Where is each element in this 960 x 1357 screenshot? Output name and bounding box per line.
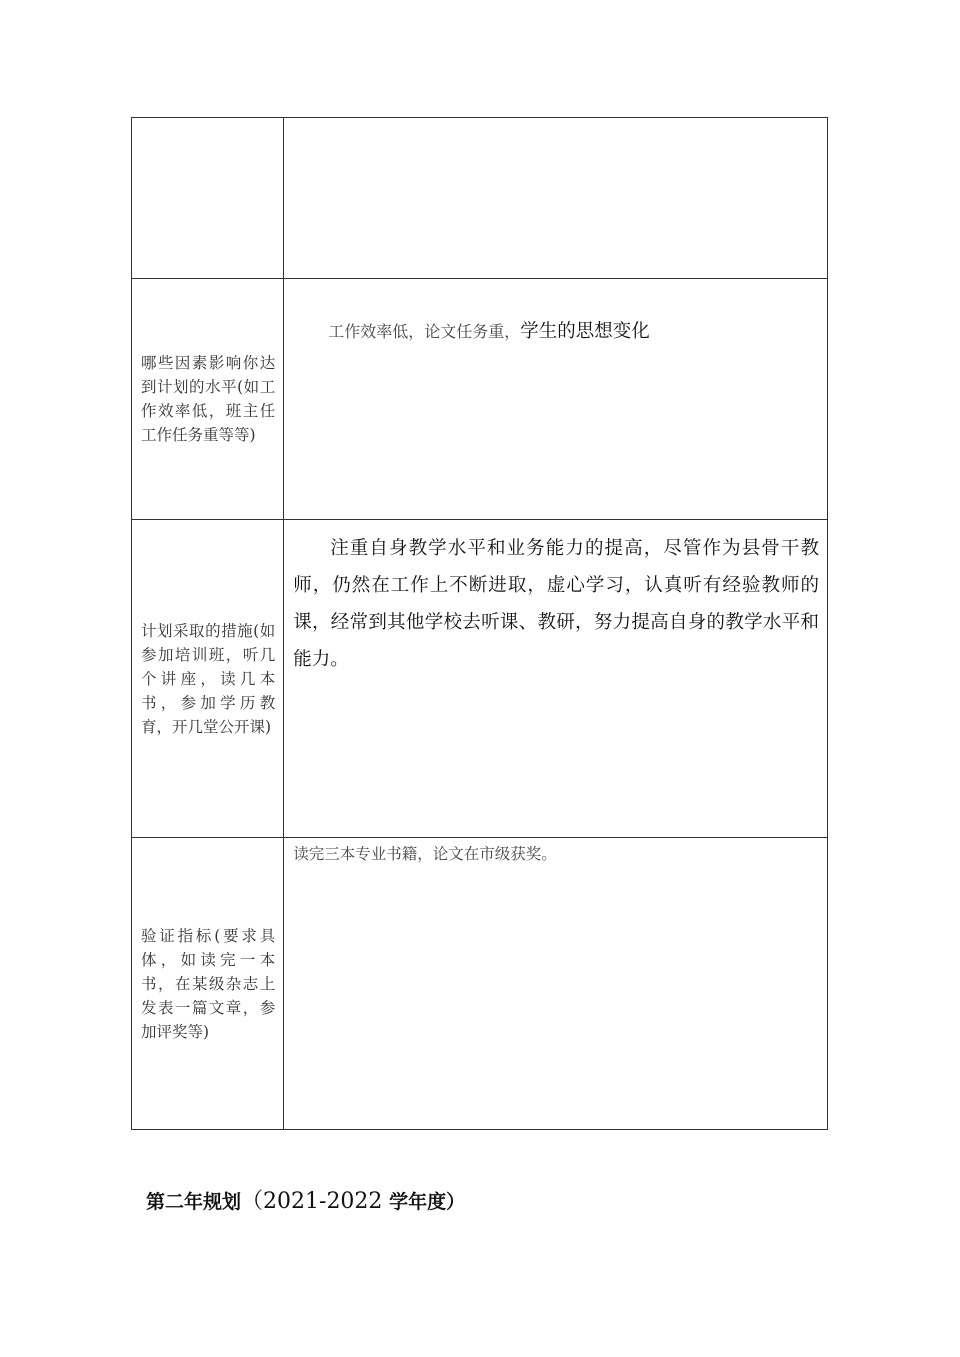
row-content-cell bbox=[284, 520, 828, 838]
measures-content: 注重自身教学水平和业务能力的提高，尽管作为县骨干教师，仍然在工作上不断进取，虚心学习，认真听有经验教师的课，经常到其他学校去听课、教研，努力提高自身的教学水平和能力。 bbox=[293, 538, 819, 670]
table-row bbox=[132, 118, 828, 279]
row-content-cell bbox=[284, 838, 828, 1130]
row-label-cell bbox=[132, 520, 284, 838]
development-plan-table bbox=[131, 117, 828, 1130]
factors-content bbox=[284, 279, 827, 343]
verification-content: 读完三本专业书籍，论文在市级获奖。 bbox=[293, 845, 557, 863]
factors-label: 哪些因素影响你达到计划的水平(如工作效率低，班主任工作任务重等等) bbox=[141, 354, 276, 444]
heading-suffix: 学年度） bbox=[389, 1191, 466, 1213]
measures-label: 计划采取的措施(如参加培训班，听几个讲座，读几本书，参加学历教育，开几堂公开课) bbox=[141, 621, 276, 736]
table-row bbox=[132, 838, 828, 1130]
heading-prefix: 第二年规划 bbox=[146, 1191, 242, 1213]
section-heading bbox=[146, 1184, 465, 1215]
table-row bbox=[132, 520, 828, 838]
factors-content-large: 学生的思想变化 bbox=[520, 321, 650, 342]
row-content-cell bbox=[284, 279, 828, 520]
row-label-cell bbox=[132, 838, 284, 1130]
row-label-cell bbox=[132, 279, 284, 520]
row-content-cell bbox=[284, 118, 828, 279]
heading-years: （2021-2022 bbox=[241, 1189, 383, 1214]
table-row bbox=[132, 279, 828, 520]
verification-label: 验证指标(要求具体，如读完一本书，在某级杂志上发表一篇文章，参加评奖等) bbox=[141, 926, 276, 1041]
row-label-cell bbox=[132, 118, 284, 279]
factors-content-small: 工作效率低，论文任务重， bbox=[328, 322, 521, 341]
